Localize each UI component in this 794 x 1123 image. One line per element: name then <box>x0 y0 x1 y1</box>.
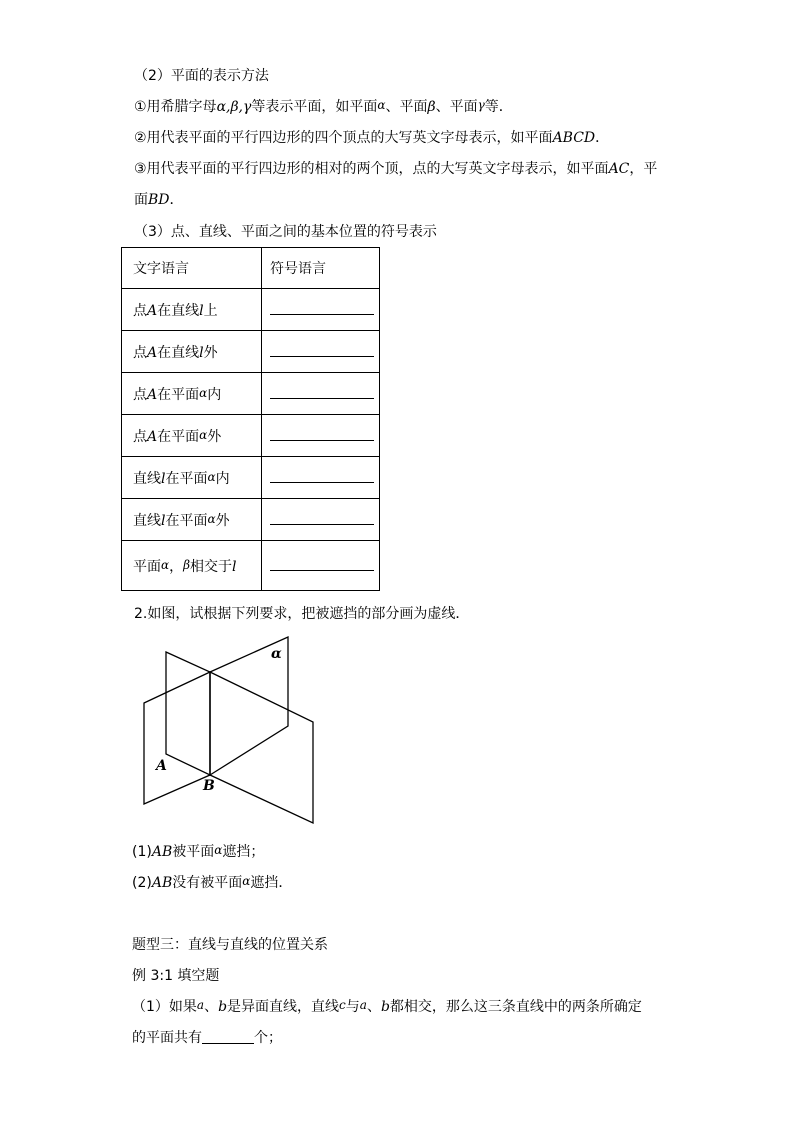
label-point-b: B <box>203 778 215 794</box>
table-cell-text: 点A在平面α内 <box>122 373 262 415</box>
section2-item3: ③用代表平面的平行四边形的相对的两个顶，点的大写英文字母表示，如平面AC，平 <box>134 161 658 177</box>
q2-title: 2.如图，试根据下列要求，把被遮挡的部分画为虚线． <box>134 606 470 622</box>
section2-item3-cont: 面BD． <box>134 192 184 208</box>
table-row <box>122 373 380 415</box>
table-row <box>122 541 380 591</box>
answer-blank[interactable] <box>262 415 380 457</box>
plane-alpha-outline-left <box>166 652 210 775</box>
answer-blank[interactable] <box>262 331 380 373</box>
table-cell-text: 点A在直线l外 <box>122 331 262 373</box>
type3-heading: 题型三：直线与直线的位置关系 <box>132 937 328 953</box>
answer-blank[interactable] <box>262 373 380 415</box>
type3-example-title: 例 3:1 填空题 <box>132 968 220 984</box>
q2-sub2: (2)AB没有被平面α遮挡． <box>132 874 293 891</box>
table-header-cell: 符号语言 <box>262 248 380 289</box>
table-cell-text: 平面α，β相交于l <box>122 541 262 591</box>
table-row <box>122 331 380 373</box>
table-cell-text: 点A在直线l上 <box>122 289 262 331</box>
table-row <box>122 415 380 457</box>
answer-blank[interactable] <box>262 457 380 499</box>
answer-blank[interactable] <box>262 541 380 591</box>
table-row <box>122 289 380 331</box>
table-header-cell: 文字语言 <box>122 248 262 289</box>
label-alpha: α <box>271 646 282 662</box>
table-row <box>122 457 380 499</box>
table-cell-text: 直线l在平面α内 <box>122 457 262 499</box>
type3-q1-line2: 的平面共有 个； <box>132 1030 282 1046</box>
type3-q1-line1: （1）如果a、b是异面直线，直线c与a、b都相交，那么这三条直线中的两条所确定 <box>132 998 642 1015</box>
answer-blank[interactable] <box>262 499 380 541</box>
section3-title: （3）点、直线、平面之间的基本位置的符号表示 <box>134 224 437 240</box>
table-cell-text: 点A在平面α外 <box>122 415 262 457</box>
symbol-table <box>121 247 380 591</box>
section2-title: （2）平面的表示方法 <box>134 68 269 84</box>
q2-sub1: (1)AB被平面α遮挡； <box>132 843 265 860</box>
label-point-a: A <box>156 758 167 774</box>
table-header-row <box>122 248 380 289</box>
table-cell-text: 直线l在平面α外 <box>122 499 262 541</box>
intersecting-planes-figure <box>130 630 330 830</box>
section2-item2: ②用代表平面的平行四边形的四个顶点的大写英文字母表示，如平面ABCD． <box>134 130 610 146</box>
answer-blank[interactable] <box>262 289 380 331</box>
table-row <box>122 499 380 541</box>
answer-blank[interactable] <box>202 1029 254 1044</box>
section2-item1: ①用希腊字母α,β,γ等表示平面，如平面α、平面β、平面γ等． <box>134 98 513 115</box>
